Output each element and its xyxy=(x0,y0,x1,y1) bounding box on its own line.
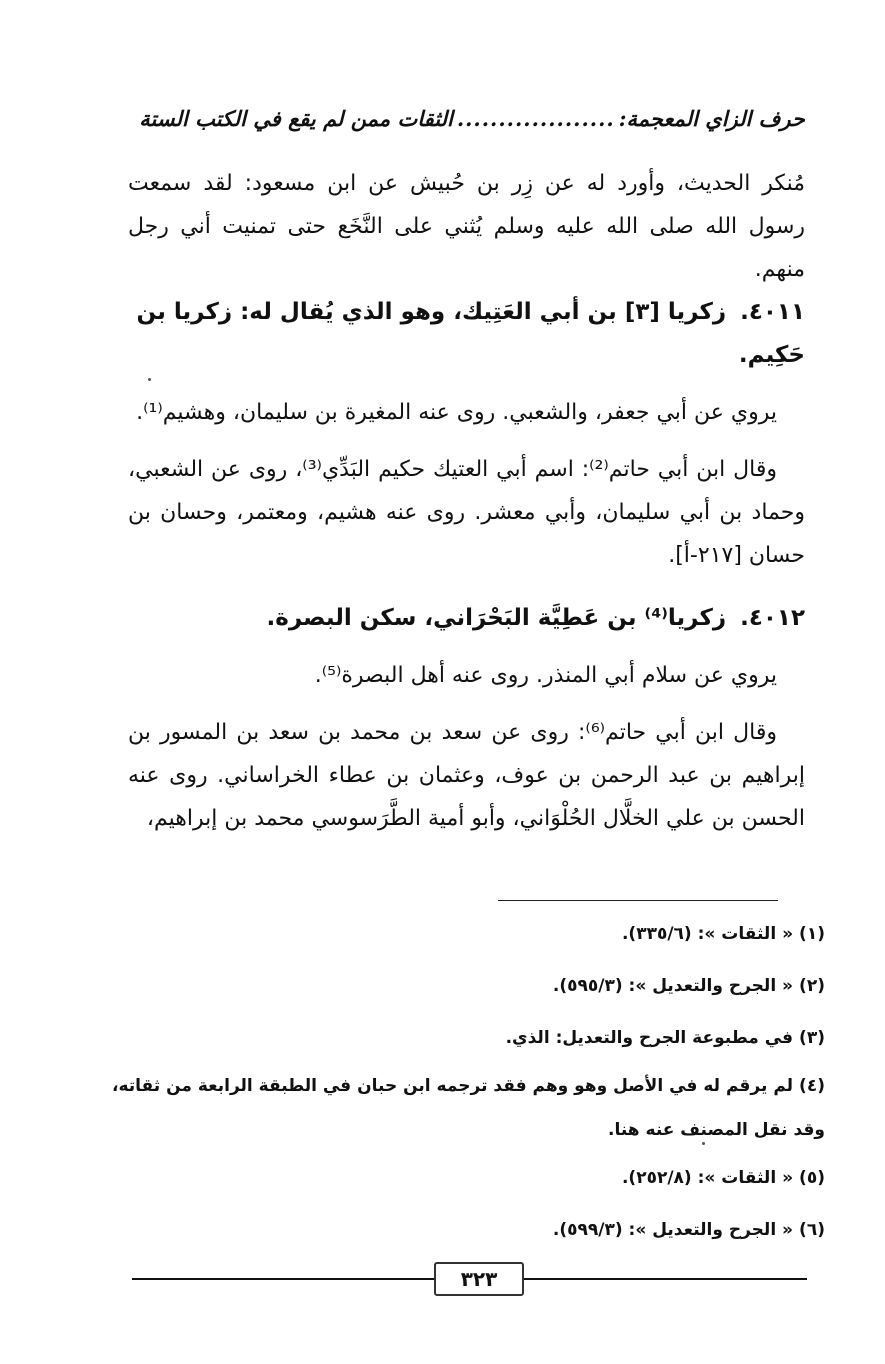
entry-number: ٤٠١٢. xyxy=(740,605,805,631)
entry-title: زكريا⁽⁴⁾ بن عَطِيَّة البَحْرَاني، سكن البصرة. xyxy=(266,605,727,631)
footnote xyxy=(112,960,825,1012)
footnote-mark: (٢) xyxy=(799,976,825,996)
footnote-mark: (٣) xyxy=(799,1028,825,1048)
footnote xyxy=(112,1064,825,1152)
entry-paragraph: يروي عن سلام أبي المنذر. روى عنه أهل البصرة⁽⁵⁾. xyxy=(314,663,777,688)
scan-speck xyxy=(148,378,151,381)
header-section-title: حرف الزاي المعجمة: xyxy=(618,106,805,131)
footnote xyxy=(112,908,825,960)
footnote-mark: (٤) xyxy=(799,1076,825,1096)
entry-paragraph: وقال ابن أبي حاتم⁽⁶⁾: روى عن سعد بن محمد بن سعد بن المسور بن إبراهيم بن عبد الرحمن بن عوف، وعثمان بن عطاء الخراساني. روى عنه الحسن بن علي الخلَّال الحُلْوَاني، وأبو أمية الطَّرَسوسي محمد بن إبراهيم، xyxy=(128,720,805,831)
scan-speck xyxy=(702,1142,705,1145)
running-header xyxy=(130,106,805,146)
footnote-separator xyxy=(498,900,778,901)
footnote-text: « الثقات »: (٢٥٢/٨). xyxy=(621,1168,794,1188)
entry-heading-4012 xyxy=(128,597,805,640)
footnote xyxy=(112,1152,825,1204)
footnote-mark: (٥) xyxy=(799,1168,825,1188)
header-book-title: الثقات ممن لم يقع في الكتب الستة xyxy=(139,106,453,131)
footnote-text: « الجرح والتعديل »: (٥٩٥/٣). xyxy=(552,976,794,996)
entry-paragraph: يروي عن أبي جعفر، والشعبي. روى عنه المغيرة بن سليمان، وهشيم⁽¹⁾. xyxy=(136,400,777,425)
intro-paragraph: مُنكر الحديث، وأورد له عن زِر بن حُبيش عن ابن مسعود: لقد سمعت رسول الله صلى الله عليه وسلم يُثني على النَّخَع حتى تمنيت أني رجل منهم. xyxy=(128,171,805,282)
page-number: ٣٢٣ xyxy=(434,1262,524,1296)
footnote xyxy=(112,1012,825,1064)
entry-paragraph: وقال ابن أبي حاتم⁽²⁾: اسم أبي العتيك حكيم البَدِّي⁽³⁾، روى عن الشعبي، وحماد بن أبي سليمان، وأبي معشر. روى عنه هشيم، ومعتمر، وحسان بن حسان [٢١٧-أ]. xyxy=(128,457,805,568)
footnote-text: في مطبوعة الجرح والتعديل: الذي. xyxy=(505,1028,794,1048)
footnote-text: « الثقات »: (٣٣٥/٦). xyxy=(621,924,794,944)
footnote-mark: (٦) xyxy=(799,1220,825,1240)
entry-heading-4011 xyxy=(128,291,805,377)
header-dots: ................... xyxy=(456,106,615,131)
entry-title: زكريا [٣] بن أبي العَتِيك، وهو الذي يُقال له: زكريا بن حَكِيم. xyxy=(136,299,805,368)
footnote-text: لم يرقم له في الأصل وهو وهم فقد ترجمه ابن حبان في الطبقة الرابعة من ثقاته، وقد نقل المصنف عنه هنا. xyxy=(112,1076,825,1140)
footnote-mark: (١) xyxy=(799,924,825,944)
footnotes xyxy=(112,908,825,1256)
entry-number: ٤٠١١. xyxy=(740,299,805,325)
footnote xyxy=(112,1204,825,1256)
footnote-text: « الجرح والتعديل »: (٥٩٩/٣). xyxy=(552,1220,794,1240)
main-text xyxy=(128,162,805,840)
